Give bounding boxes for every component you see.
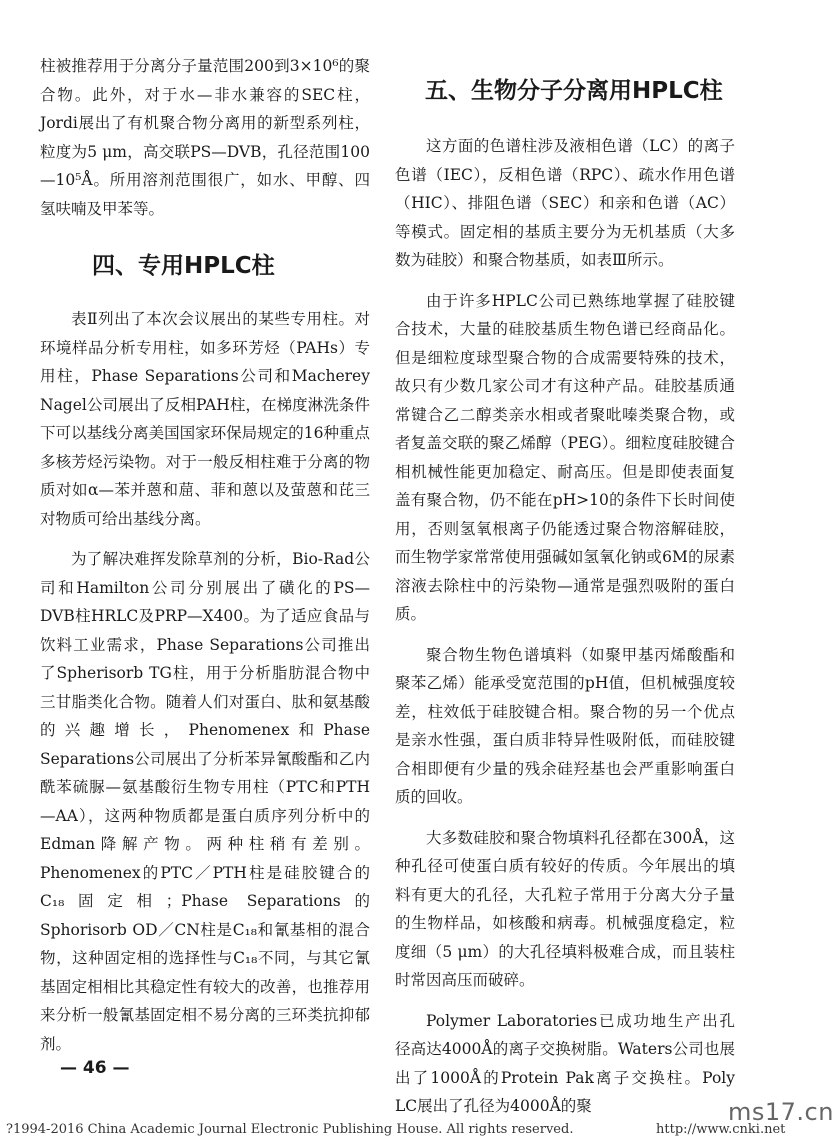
left-paragraph-continued: 柱被推荐用于分离分子量范围200到3×10⁶的聚合物。此外，对于水—非水兼容的SEC柱，Jordi展出了有机聚合物分离用的新型系列柱，粒度为5 μm，高交联PS—DVB，孔径范围100—10⁵Å。所用溶剂范围很广，如水、甲醇、四氢呋喃及甲苯等。 xyxy=(40,57,370,218)
right-column xyxy=(395,52,735,1121)
right-paragraph-modes: 这方面的色谱柱涉及液相色谱（LC）的离子色谱（IEC），反相色谱（RPC）、疏水作用色谱（HIC）、排阻色谱（SEC）和亲和色谱（AC）等模式。固定相的基质主要分为无机基质（大多数为硅胶）和聚合物基质，如表Ⅲ所示。 xyxy=(395,137,735,269)
watermark: ms17.cn xyxy=(728,1098,834,1126)
right-paragraph-polymer-packing: 聚合物生物色谱填料（如聚甲基丙烯酸酯和聚苯乙烯）能承受宽范围的pH值，但机械强度较差，柱效低于硅胶键合相。聚合物的另一个优点是亲水性强，蛋白质非特异性吸附低，而硅胶键合相即便有少量的残余硅羟基也会严重影响蛋白质的回收。 xyxy=(395,645,735,806)
left-column xyxy=(40,52,370,1058)
left-paragraph-herbicide-analysis: 为了解决难挥发除草剂的分析，Bio-Rad公司和Hamilton公司分别展出了磺化的PS—DVB柱HRLC及PRP—X400。为了适应食品与饮料工业需求，Phase Separations公司推出了Spherisorb TG柱，用于分析脂肪混合物中三甘脂类化合物。随着人们对蛋白、肽和氨基酸的兴趣增长，Phenomenex和Phase Separations公司展出了分析苯异氰酸酯和乙内酰苯硫脲—氨基酸衍生物专用柱（PTC和PTH—AA），这两种物质都是蛋白质序列分析中的Edman降解产物。两种柱稍有差别。Phenomenex的PTC／PTH柱是硅胶键合的C₁₈固定相；Phase Separations的Sphorisorb OD／CN柱是C₁₈和氰基相的混合物，这种固定相的选择性与C₁₈不同，与其它氰基固定相相比其稳定性有较大的改善，也推荐用来分析一般氰基固定相不易分离的三环类抗抑郁剂。 xyxy=(40,550,370,1053)
footer-copyright: ?1994-2016 China Academic Journal Electronic Publishing House. All rights reserved. xyxy=(6,1122,574,1137)
section-heading-5: 五、生物分子分离用HPLC柱 xyxy=(425,78,723,104)
right-paragraph-ion-exchange: Polymer Laboratories已成功地生产出孔径高达4000Å的离子交换树脂。Waters公司也展出了1000Å的Protein Pak离子交换柱。Poly LC展出了孔径为4000Å的聚 xyxy=(395,1011,735,1115)
section-heading-4: 四、专用HPLC柱 xyxy=(92,253,275,279)
page-number: — 46 — xyxy=(60,1058,130,1078)
footer-url[interactable]: http://www.cnki.net xyxy=(656,1122,786,1137)
footer xyxy=(6,1122,796,1137)
right-paragraph-pore-size: 大多数硅胶和聚合物填料孔径都在300Å，这种孔径可使蛋白质有较好的传质。今年展出的填料有更大的孔径，大孔粒子常用于分离大分子量的生物样品，如核酸和病毒。机械强度稳定，粒度细（5 μm）的大孔径填料极难合成，而且装柱时常因高压而破碎。 xyxy=(395,828,735,989)
left-paragraph-special-columns: 表Ⅱ列出了本次会议展出的某些专用柱。对环境样品分析专用柱，如多环芳烃（PAHs）专用柱，Phase Separations公司和Macherey Nagel公司展出了反相PAH柱，在梯度淋洗条件下可以基线分离美国国家环保局规定的16种重点多核芳烃污染物。对于一般反相柱难于分离的物质对如α—苯并蒽和䓛、菲和蒽以及萤蒽和芘三对物质可给出基线分离。 xyxy=(40,310,370,528)
right-paragraph-silica-bonding: 由于许多HPLC公司已熟练地掌握了硅胶键合技术，大量的硅胶基质生物色谱已经商品化。但是细粒度球型聚合物的合成需要特殊的技术，故只有少数几家公司才有这种产品。硅胶基质通常键合乙二醇类亲水相或者聚吡嗪类聚合物，或者复盖交联的聚乙烯醇（PEG）。细粒度硅胶键合相机械性能更加稳定、耐高压。但是即使表面复盖有聚合物，仍不能在pH>10的条件下长时间使用，否则氢氧根离子仍能透过聚合物溶解硅胶，而生物学家常常使用强碱如氢氧化钠或6M的尿素溶液去除柱中的污染物—通常是强烈吸附的蛋白质。 xyxy=(395,291,735,623)
